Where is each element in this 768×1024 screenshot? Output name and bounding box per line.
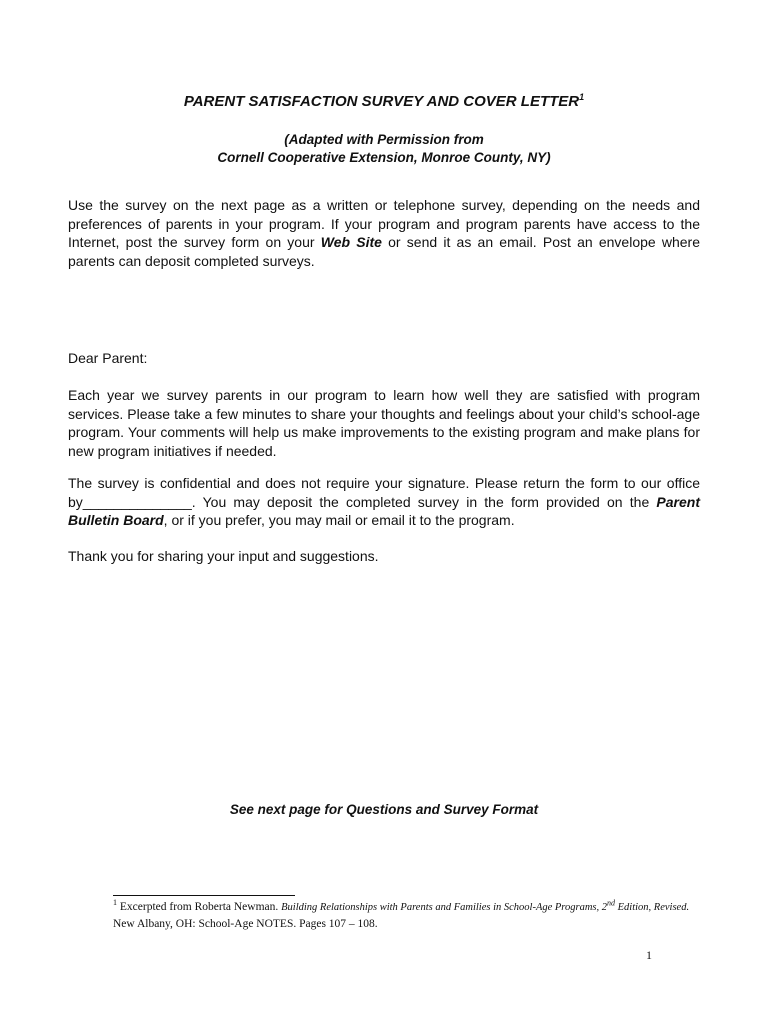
title-footnote-ref: 1	[579, 92, 585, 102]
footnote	[113, 899, 713, 932]
web-site-emphasis: Web Site	[320, 234, 382, 250]
footnote-divider	[113, 895, 295, 896]
edition-superscript: nd	[607, 898, 616, 908]
intro-text-before: Use the survey on the next page as a written or telephone survey, depending on the needs and preferences of parents in your program. If your program and program parents have access to the Internet, post the survey form on your	[68, 197, 700, 250]
title-text: PARENT SATISFACTION SURVEY AND COVER LETTER	[183, 93, 580, 110]
bulletin-board-emphasis: Parent Bulletin Board	[68, 493, 700, 528]
book-title-part2: Edition, Revised.	[615, 902, 690, 913]
paragraph2-text-before: The survey is confidential and does not require your signature. Please return the form to our office by______________. You may deposit the completed survey in the form provided on the	[68, 475, 700, 510]
footnote-book-title	[281, 898, 690, 913]
footnote-text-before: Excerpted from Roberta Newman.	[117, 901, 282, 913]
body-paragraph-2	[68, 474, 700, 530]
intro-paragraph	[68, 196, 700, 270]
subtitle-line-2: Cornell Cooperative Extension, Monroe County, NY)	[217, 150, 551, 165]
see-next-page-note: See next page for Questions and Survey Format	[229, 802, 539, 817]
intro-text-after: or send it as an email. Post an envelope where parents can deposit completed surveys.	[68, 234, 701, 269]
paragraph2-text-after: , or if you prefer, you may mail or email it to the program.	[163, 512, 515, 528]
body-paragraph-1: Each year we survey parents in our program to learn how well they are satisfied with program services. Please take a few minutes to share your thoughts and feelings about your child’s school-age program. Your comments will help us make improvements to the existing program and make plans for new program initiatives if needed.	[68, 387, 700, 459]
subtitle	[0, 131, 768, 167]
footnote-number: 1	[113, 898, 117, 908]
footnote-text-after: New Albany, OH: School-Age NOTES. Pages 107 – 108.	[113, 918, 378, 930]
page-number: 1	[646, 948, 652, 962]
subtitle-line-1: (Adapted with Permission from	[284, 132, 484, 147]
salutation: Dear Parent:	[68, 350, 148, 366]
book-title-part1: Building Relationships with Parents and Families in School-Age Programs, 2	[281, 902, 608, 913]
closing-line: Thank you for sharing your input and suggestions.	[68, 548, 379, 564]
page-title	[0, 93, 768, 111]
